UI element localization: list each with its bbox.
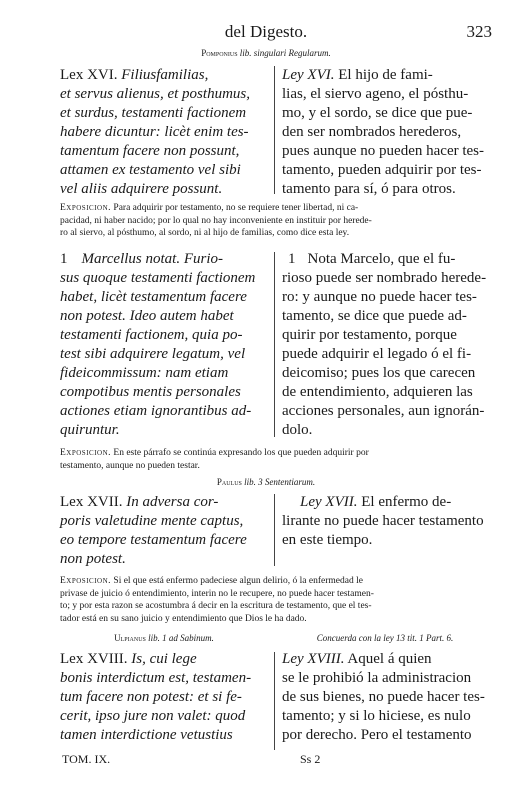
latin-line: Marcellus notat. Furio- — [81, 251, 224, 267]
exposition-line: En este párrafo se continúa expresando los que pueden adquirir por — [113, 448, 369, 458]
latin-line: actiones etiam ignorantibus ad- — [60, 403, 252, 419]
exposition-label: Exposicion. — [60, 203, 112, 213]
source-author: Pomponius — [201, 48, 238, 58]
exposition-line: pacidad, ni haber nacido; por lo qual no hay inconveniente en instituir por herede- — [60, 215, 372, 226]
law-label: Lex XVIII. — [60, 651, 128, 667]
exposition-line: ro al siervo, al pósthumo, al sordo, ni al hijo de familias, como dice esta ley. — [60, 228, 350, 238]
latin-line: non potest. — [60, 551, 126, 567]
column-divider — [274, 494, 275, 566]
spanish-line: ro: y aunque no puede hacer tes- — [282, 289, 477, 305]
spanish-line: lias, el siervo ageno, el pósthu- — [282, 86, 469, 102]
source-work: lib. 3 Sententiarum. — [244, 477, 316, 487]
exposition — [60, 447, 486, 472]
source-author: Paulus — [216, 477, 242, 487]
source-citation — [60, 633, 268, 643]
law-label: Lex XVII. — [60, 494, 123, 510]
latin-line: fideicommissum: nam etiam — [60, 365, 229, 381]
latin-line: compotibus mentis personales — [60, 384, 241, 400]
spanish-line: puede adquirir el legado ó el fi- — [282, 346, 472, 362]
spanish-line: en este tiempo. — [282, 532, 373, 548]
latin-line: test sibi adquirere legatum, vel — [60, 346, 246, 362]
spanish-line: lirante no puede hacer testamento — [282, 513, 484, 529]
running-title: del Digesto. — [224, 22, 308, 41]
exposition-line: to; y por esta razon se acostumbra á decir en la escritura de testamento, que el tes- — [60, 601, 372, 611]
spanish-line: rioso puede ser nombrado herede- — [282, 270, 487, 286]
spanish-line: deicomiso; pues los que carecen — [282, 365, 476, 381]
column-divider — [274, 652, 275, 750]
latin-line: quiruntur. — [60, 422, 120, 438]
exposition-line: privase de juicio ó entendimiento, interin no le recupere, no puede hacer testamen- — [60, 588, 374, 599]
latin-line: eo tempore testamentum facere — [60, 532, 247, 548]
spanish-line: de sus bienes, no puede hacer tes- — [282, 689, 485, 705]
page-number: 323 — [466, 22, 492, 41]
spanish-line: quirir por testamento, porque — [282, 327, 457, 343]
spanish-line: El enfermo de- — [361, 494, 452, 510]
source-work: lib. 1 ad Sabinum. — [148, 633, 214, 643]
spanish-line: por derecho. Pero el testamento — [282, 727, 472, 743]
exposition-label: Exposicion. — [60, 448, 112, 458]
latin-line: non potest. Ideo autem habet — [60, 308, 234, 324]
latin-column — [60, 650, 268, 745]
exposition-line: Si el que está enfermo padeciese algun delirio, ó la enfermedad le — [113, 576, 363, 586]
law-label: Ley XVIII. — [282, 651, 345, 667]
latin-line: tamen interdictione vetustius — [60, 727, 233, 743]
latin-line: vel aliis adquirere possunt. — [60, 181, 223, 197]
latin-line: bonis interdictum est, testamen- — [60, 670, 252, 686]
law-label: Ley XVI. — [282, 67, 335, 83]
exposition-line: testamento, aunque no pueden testar. — [60, 460, 200, 471]
latin-line: cerit, ipso jure non valet: quod — [60, 708, 246, 724]
spanish-line: se le prohibió la administracion — [282, 670, 472, 686]
latin-line: sus quoque testamenti factionem — [60, 270, 256, 286]
spanish-line: pues aunque no pueden hacer tes- — [282, 143, 485, 159]
spanish-line: tamento, pueden adquirir por tes- — [282, 162, 482, 178]
latin-line: poris valetudine mente captus, — [60, 513, 244, 529]
spanish-column — [282, 66, 488, 199]
spanish-line: de entendimiento, adquieren las — [282, 384, 473, 400]
latin-line: habet, licèt testamentum facere — [60, 289, 247, 305]
latin-line: Is, cui lege — [131, 651, 197, 667]
spanish-line: acciones personales, aun ignorán- — [282, 403, 485, 419]
latin-line: testamenti factionem, quia po- — [60, 327, 243, 343]
spanish-line: tamento para sí, ó para otros. — [282, 181, 456, 197]
spanish-line: El hijo de fami- — [338, 67, 433, 83]
spanish-line: mo, y el sordo, se dice que pue- — [282, 105, 473, 121]
spanish-line: Nota Marcelo, que el fu- — [307, 251, 456, 267]
spanish-line: Aquel á quien — [347, 651, 432, 667]
volume-mark: TOM. IX. — [62, 752, 111, 766]
latin-line: et surdus, testamenti factionem — [60, 105, 247, 121]
exposition — [60, 202, 486, 240]
source-citation — [0, 477, 532, 487]
spanish-column — [282, 493, 488, 550]
latin-column — [60, 66, 268, 199]
latin-line: tamentum facere non possunt, — [60, 143, 240, 159]
exposition-line: Para adquirir por testamento, no se requiere tener libertad, ni ca- — [113, 203, 359, 213]
latin-line: In adversa cor- — [126, 494, 219, 510]
latin-line: tum facere non potest: et si fe- — [60, 689, 242, 705]
paragraph-number: 1 — [60, 251, 68, 267]
spanish-line: dolo. — [282, 422, 313, 438]
latin-line: Filiusfamilias, — [121, 67, 209, 83]
column-divider — [274, 66, 275, 194]
law-label: Lex XVI. — [60, 67, 118, 83]
spanish-line: den ser nombrados herederos, — [282, 124, 462, 140]
latin-line: attamen ex testamento vel sibi — [60, 162, 241, 178]
source-author: Ulpianus — [114, 633, 146, 643]
column-divider — [274, 252, 275, 437]
exposition-line: tador está en su sano juicio y entendimiento que Dios le ha dado. — [60, 613, 307, 624]
spanish-line: tamento; y si lo hiciese, es nulo — [282, 708, 471, 724]
latin-column — [60, 250, 268, 440]
source-work: lib. singulari Regularum. — [239, 48, 331, 58]
exposition-label: Exposicion. — [60, 576, 112, 586]
signature-mark: Ss 2 — [300, 752, 321, 766]
latin-line: habere dicuntur: licèt enim tes- — [60, 124, 249, 140]
concordance-note: Concuerda con la ley 13 tit. 1 Part. 6. — [316, 633, 454, 643]
source-citation — [0, 48, 532, 58]
latin-column — [60, 493, 268, 569]
latin-line: et servus alienus, et posthumus, — [60, 86, 250, 102]
spanish-column — [282, 250, 488, 440]
paragraph-number: 1 — [288, 251, 296, 267]
law-label: Ley XVII. — [300, 494, 358, 510]
spanish-line: tamento, se dice que puede ad- — [282, 308, 467, 324]
spanish-column — [282, 650, 488, 745]
exposition — [60, 575, 486, 625]
